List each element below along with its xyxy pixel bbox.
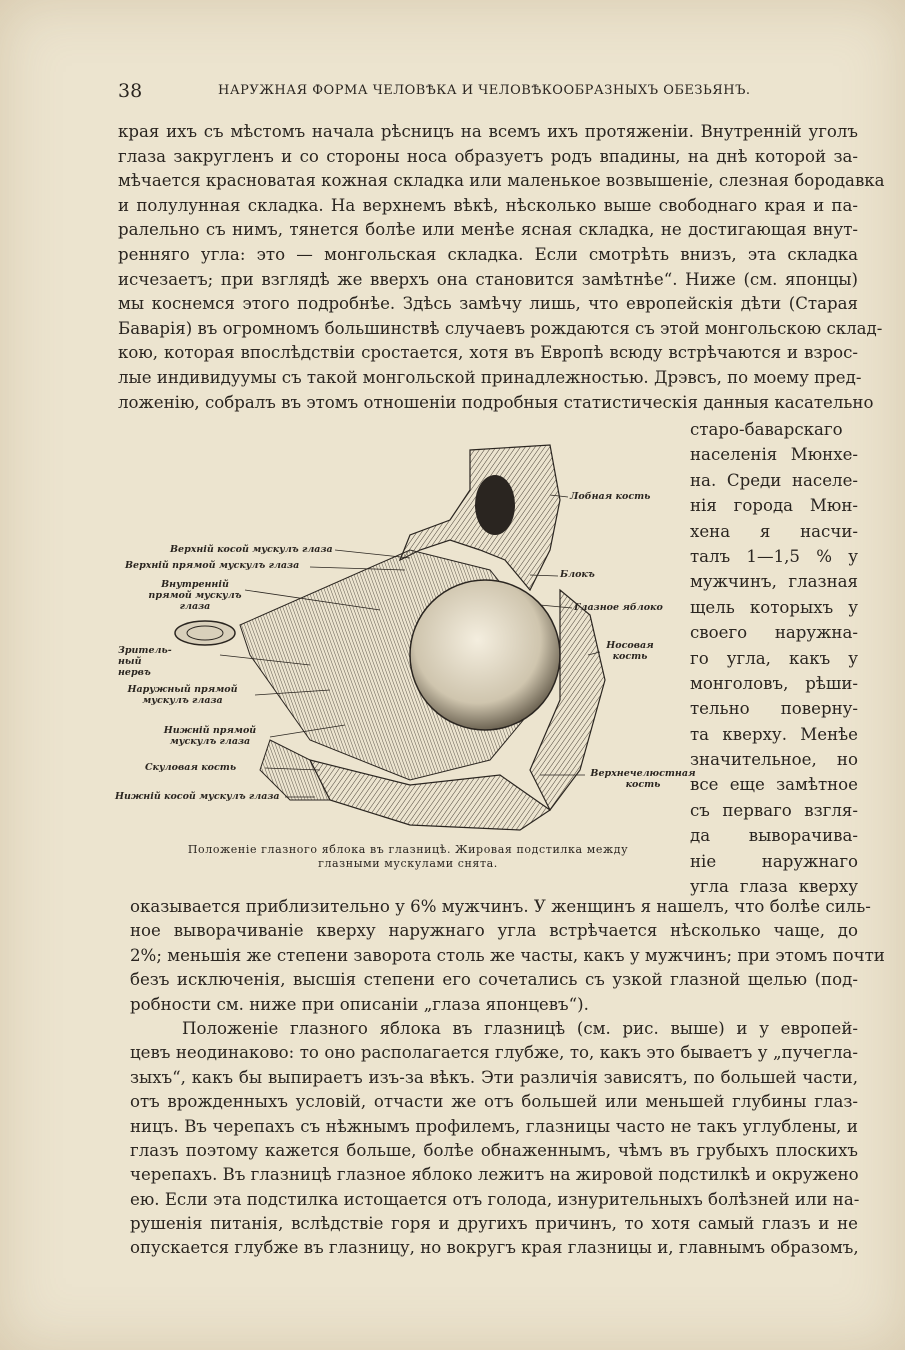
body-text-side [690, 417, 858, 899]
label-trochlea: Блокъ [560, 569, 595, 580]
text-line: оказывается приблизительно у 6% мужчинъ. У женщинъ я нашелъ, что болѣе силь- [130, 897, 871, 916]
text-line: мѣчается красноватая кожная складка или маленькое возвышеніе, слезная бородавка [118, 171, 885, 191]
label-nasal-bone: Носовая кость [606, 640, 654, 662]
text-line: съ перваго взгля- [690, 800, 858, 820]
text-line: зыхъ“, какъ бы выпираетъ изъ-за вѣкъ. Эти различія зависятъ, по большей части, [130, 1067, 858, 1087]
text-line: цевъ неодинаково: то оно располагается глубже, то, какъ это бываетъ у „пучегла- [130, 1043, 858, 1063]
text-line: угла глаза кверху [690, 877, 858, 897]
text-line: монголовъ, рѣши- [690, 673, 858, 693]
page-number: 38 [118, 80, 143, 102]
caption-line: Положеніе глазного яблока въ глазницѣ. Жировая подстилка между [187, 843, 629, 856]
body-text-bottom [130, 895, 885, 1261]
text-line: ное выворачиваніе кверху наружнаго угла встрѣчается нѣсколько чаще, до [130, 921, 858, 941]
label-superior-oblique: Верхній косой мускулъ глаза [170, 544, 333, 555]
text-line: исчезаетъ; при взглядѣ же вверхъ она становится замѣтнѣе“. Ниже (см. японцы) [118, 269, 858, 289]
frontal-sinus-shape [475, 475, 515, 535]
text-line: все еще замѣтное [690, 775, 858, 795]
text-line: населенія Мюнхе- [690, 445, 858, 465]
body-text-top [118, 120, 885, 415]
text-line: мужчинъ, глазная [690, 572, 858, 592]
caption-line: глазными мускулами снята. [318, 857, 498, 870]
text-line: ницъ. Въ черепахъ съ нѣжнымъ профилемъ, глазницы часто не такъ углублены, и [130, 1116, 858, 1136]
label-zygomatic-bone: Скуловая кость [145, 762, 237, 773]
label-lateral-rectus: Наружный прямой мускулъ глаза [127, 684, 238, 706]
label-maxilla: Верхнечелюстная кость [590, 768, 696, 790]
text-line: Положеніе глазного яблока въ глазницѣ (см. рис. выше) и у европей- [182, 1018, 858, 1038]
figure-caption [138, 843, 678, 871]
text-line: и полулунная складка. На верхнемъ вѣкѣ, нѣсколько выше свободнаго края и па- [118, 195, 858, 215]
text-line: кою, которая впослѣдствіи сростается, хотя въ Европѣ всюду встрѣчаются и взрос- [118, 343, 858, 363]
label-eyeball: Глазное яблоко [574, 602, 663, 613]
text-line: та кверху. Менѣе [690, 724, 858, 744]
text-line: своего наружна- [690, 623, 858, 643]
text-line: отъ врожденныхъ условій, отчасти же отъ большей или меньшей глубины глаз- [130, 1092, 858, 1112]
page-header [118, 80, 768, 104]
text-line: 2%; меньшія же степени заворота столь же часты, какъ у мужчинъ; при этомъ почти [130, 945, 885, 965]
eyeball-shape [410, 580, 560, 730]
text-line: ложенію, собралъ въ этомъ отношеніи подробныя статистическія данныя касательно [118, 392, 874, 412]
label-medial-rectus: Внутренній прямой мускулъ глаза [148, 579, 242, 612]
label-superior-rectus: Верхній прямой мускулъ глаза [125, 560, 300, 571]
text-line: мы коснемся этого подробнѣе. Здѣсь замѣчу лишь, что европейскія дѣти (Старая [118, 294, 858, 314]
text-line: го угла, какъ у [690, 648, 858, 668]
text-line: робности см. ниже при описаніи „глаза японцевъ“). [130, 994, 589, 1014]
label-frontal-bone: Лобная кость [570, 491, 651, 502]
text-line: безъ исключенія, высшія степени его сочетались съ узкой глазной щелью (под- [130, 970, 858, 990]
text-line: ніе наружнаго [690, 851, 858, 871]
text-line: талъ 1—1,5 % у [690, 546, 858, 566]
text-line: значительное, но [690, 750, 858, 770]
text-line: ралельно съ нимъ, тянется болѣе или менѣе ясная складка, не достигающая внут- [118, 220, 858, 240]
text-line: рушенія питанія, вслѣдствіе горя и другихъ причинъ, то хотя самый глазъ и не [130, 1214, 858, 1234]
text-line: хена я насчи- [690, 521, 858, 541]
running-title: НАРУЖНАЯ ФОРМА ЧЕЛОВѢКА И ЧЕЛОВѢКООБРАЗНЫХЪ ОБЕЗЬЯНЪ. [218, 83, 751, 98]
text-line: да выворачива- [690, 826, 858, 846]
text-line: на. Среди населе- [690, 470, 858, 490]
text-line: края ихъ съ мѣстомъ начала рѣсницъ на всемъ ихъ протяженіи. Внутренній уголъ [118, 122, 858, 141]
text-line: лые индивидуумы съ такой монгольской принадлежностью. Дрэвсъ, по моему пред- [118, 367, 862, 387]
label-optic-nerve: Зритель- ный нервъ [118, 645, 172, 678]
text-line: глазъ поэтому кажется больше, болѣе обнаженнымъ, чѣмъ въ грубыхъ плоскихъ [130, 1140, 858, 1160]
label-inferior-rectus: Нижній прямой мускулъ глаза [163, 725, 257, 747]
text-line: Баварія) въ огромномъ большинствѣ случаевъ рождаются съ этой монгольскою склад- [118, 318, 883, 338]
text-line: ею. Если эта подстилка истощается отъ голода, изнурительныхъ болѣзней или на- [130, 1189, 860, 1209]
anatomical-figure [110, 440, 696, 840]
text-line: опускается глубже въ глазницу, но вокругъ края глазницы и, главнымъ образомъ, [130, 1238, 859, 1258]
label-inferior-oblique: Нижній косой мускулъ глаза [115, 791, 280, 802]
text-line: ренняго угла: это — монгольская складка. Если смотрѣть внизъ, эта складка [118, 244, 858, 264]
text-line: черепахъ. Въ глазницѣ глазное яблоко лежитъ на жировой подстилкѣ и окружено [130, 1165, 859, 1185]
optic-nerve-shape [175, 621, 235, 645]
text-line: тельно поверну- [690, 699, 858, 719]
text-line: щель которыхъ у [690, 597, 858, 617]
text-line: глаза закругленъ и со стороны носа образуетъ родъ впадины, на днѣ которой за- [118, 146, 858, 166]
text-line: нія города Мюн- [690, 496, 858, 516]
text-line: старо-баварскаго [690, 420, 843, 439]
